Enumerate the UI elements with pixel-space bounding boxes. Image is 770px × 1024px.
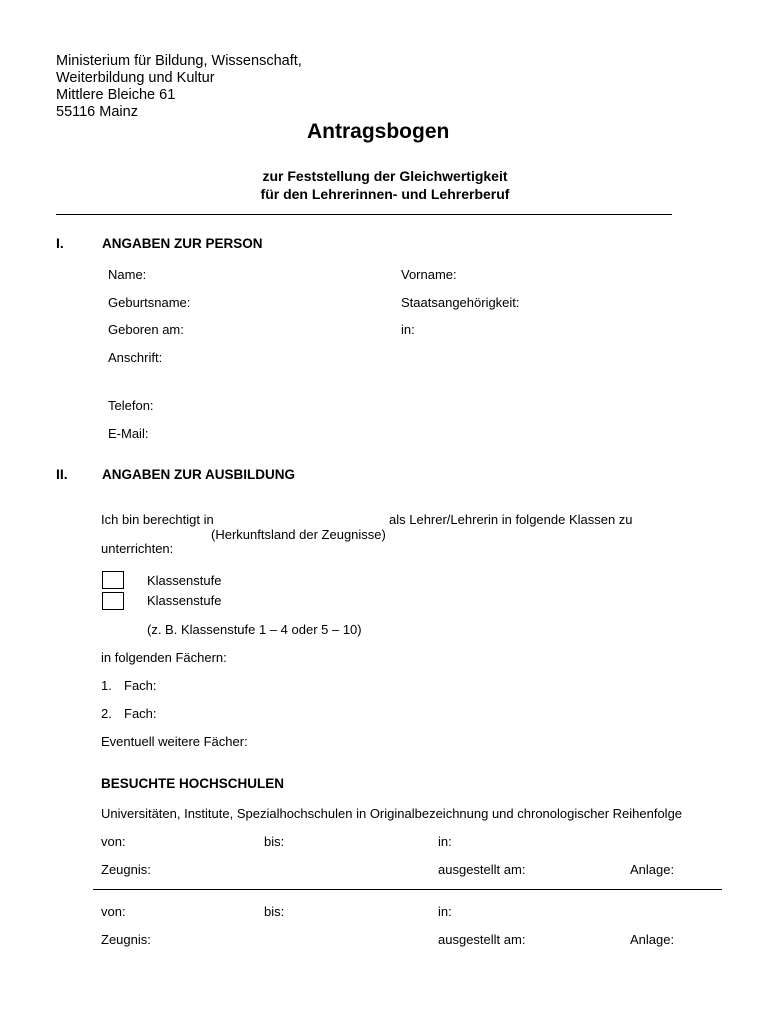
entry-1-zeugnis-label: Zeugnis: <box>101 862 151 877</box>
berechtigt-suffix: als Lehrer/Lehrerin in folgende Klassen zu <box>389 512 633 527</box>
email-label: E-Mail: <box>108 426 149 441</box>
address-line-4: 55116 Mainz <box>56 104 138 120</box>
address-line-1: Ministerium für Bildung, Wissenschaft, <box>56 53 302 69</box>
geburtsname-label: Geburtsname: <box>108 295 191 310</box>
name-label: Name: <box>108 267 147 282</box>
hochschulen-heading: BESUCHTE HOCHSCHULEN <box>101 776 285 791</box>
fach-1-number: 1. <box>101 678 112 693</box>
geburtsort-label: in: <box>401 322 415 337</box>
telefon-label: Telefon: <box>108 398 154 413</box>
entry-2-zeugnis-label: Zeugnis: <box>101 932 151 947</box>
subtitle-line-2: für den Lehrerinnen- und Lehrerberuf <box>260 186 510 202</box>
unterrichten-label: unterrichten: <box>101 541 174 556</box>
hochschulen-description: Universitäten, Institute, Spezialhochschulen in Originalbezeichnung und chronologischer Reihenfolge <box>101 806 683 821</box>
klassenstufe-checkbox-1[interactable] <box>102 571 124 589</box>
klassenstufe-label-1: Klassenstufe <box>147 573 222 588</box>
fach-2-number: 2. <box>101 706 112 721</box>
section-1-heading: ANGABEN ZUR PERSON <box>102 236 263 251</box>
entry-2-von-label: von: <box>101 904 126 919</box>
fach-2-label: Fach: <box>124 706 157 721</box>
klassenstufe-label-2: Klassenstufe <box>147 593 222 608</box>
entry-1-anlage-label: Anlage: <box>630 862 675 877</box>
address-line-2: Weiterbildung und Kultur <box>56 70 215 86</box>
fach-1-label: Fach: <box>124 678 157 693</box>
header-divider <box>56 214 672 215</box>
klassenstufe-example: (z. B. Klassenstufe 1 – 4 oder 5 – 10) <box>147 622 362 637</box>
section-1-number: I. <box>56 235 64 251</box>
staatsangehoerigkeit-label: Staatsangehörigkeit: <box>401 295 520 310</box>
entry-1-ausgestellt-label: ausgestellt am: <box>438 862 526 877</box>
vorname-label: Vorname: <box>401 267 457 282</box>
klassenstufe-checkbox-2[interactable] <box>102 592 124 610</box>
entry-1-bis-label: bis: <box>264 834 285 849</box>
faecher-intro: in folgenden Fächern: <box>101 650 227 665</box>
entry-2-anlage-label: Anlage: <box>630 932 675 947</box>
entry-1-in-label: in: <box>438 834 452 849</box>
entry-2-in-label: in: <box>438 904 452 919</box>
geboren-am-label: Geboren am: <box>108 322 184 337</box>
berechtigt-prefix: Ich bin berechtigt in <box>101 512 214 527</box>
entry-divider <box>93 889 722 890</box>
section-2-number: II. <box>56 466 68 482</box>
address-line-3: Mittlere Bleiche 61 <box>56 87 176 103</box>
weitere-faecher-label: Eventuell weitere Fächer: <box>101 734 248 749</box>
anschrift-label: Anschrift: <box>108 350 163 365</box>
entry-1-von-label: von: <box>101 834 126 849</box>
section-2-heading: ANGABEN ZUR AUSBILDUNG <box>102 467 295 482</box>
herkunftsland-note: (Herkunftsland der Zeugnisse) <box>211 527 386 542</box>
entry-2-bis-label: bis: <box>264 904 285 919</box>
entry-2-ausgestellt-label: ausgestellt am: <box>438 932 526 947</box>
page-title: Antragsbogen <box>307 120 450 143</box>
subtitle-line-1: zur Feststellung der Gleichwertigkeit <box>262 168 508 184</box>
